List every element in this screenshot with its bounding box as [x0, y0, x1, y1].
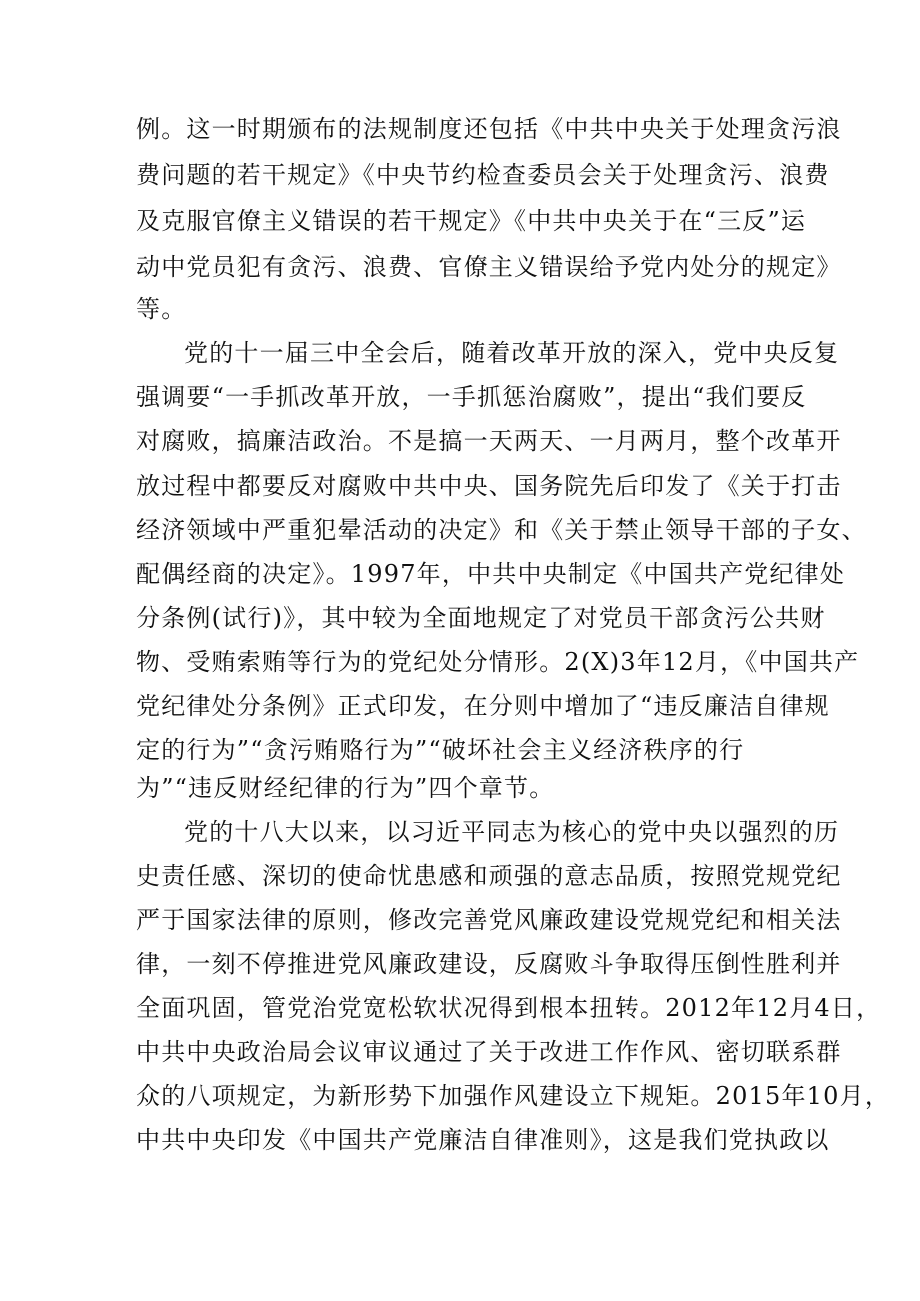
text-line: 众的八项规定，为新形势下加强作风建设立下规矩。2015年10月，	[136, 1082, 891, 1110]
text-line: 经济领域中严重犯晕活动的决定》和《关于禁止领导干部的子女、	[136, 516, 867, 544]
text-line: 为”“违反财经纪律的行为”四个章节。	[136, 774, 555, 802]
text-line: 对腐败，搞廉洁政治。不是搞一天两天、一月两月，整个改革开	[136, 427, 842, 455]
text-line: 物、受贿索贿等行为的党纪处分情形。2(X)3年12月，《中国共产	[136, 648, 860, 676]
paragraph-first-line: 党的十八大以来，以习近平同志为核心的党中央以强烈的历	[184, 818, 840, 846]
text-line: 律，一刻不停推进党风廉政建设，反腐败斗争取得压倒性胜利并	[136, 950, 842, 978]
text-line: 史责任感、深切的使命忧患感和顽强的意志品质，按照党规党纪	[136, 862, 842, 890]
text-line: 分条例(试行)》，其中较为全面地规定了对党员干部贪污公共财	[136, 604, 826, 632]
text-line: 定的行为”“贪污贿赂行为”“破坏社会主义经济秩序的行	[136, 736, 745, 764]
text-line: 强调要“一手抓改革开放，一手抓惩治腐败”，提出“我们要反	[136, 383, 807, 411]
text-line: 费问题的若干规定》《中央节约检查委员会关于处理贪污、浪费	[136, 161, 830, 189]
paragraph-first-line: 党的十一届三中全会后，随着改革开放的深入，党中央反复	[184, 339, 840, 367]
text-line: 动中党员犯有贪污、浪费、官僚主义错误给予党内处分的规定》	[136, 253, 842, 281]
text-line: 中共中央政治局会议审议通过了关于改进工作作风、密切联系群	[136, 1038, 842, 1066]
text-line: 中共中央印发《中国共产党廉洁自律准则》，这是我们党执政以	[136, 1126, 830, 1154]
text-line: 配偶经商的决定》。1997年，中共中央制定《中国共产党纪律处	[136, 560, 846, 588]
text-line: 等。	[136, 295, 187, 323]
text-line: 例。这一时期颁布的法规制度还包括《中共中央关于处理贪污浪	[136, 115, 842, 143]
text-line: 及克服官僚主义错误的若干规定》《中共中央关于在“三反”运	[136, 207, 807, 235]
text-line: 全面巩固，管党治党宽松软状况得到根本扭转。2012年12月4日，	[136, 994, 882, 1022]
text-line: 严于国家法律的原则，修改完善党风廉政建设党规党纪和相关法	[136, 906, 842, 934]
text-line: 放过程中都要反对腐败中共中央、国务院先后印发了《关于打击	[136, 472, 842, 500]
text-line: 党纪律处分条例》正式印发，在分则中增加了“违反廉洁自律规	[136, 692, 830, 720]
